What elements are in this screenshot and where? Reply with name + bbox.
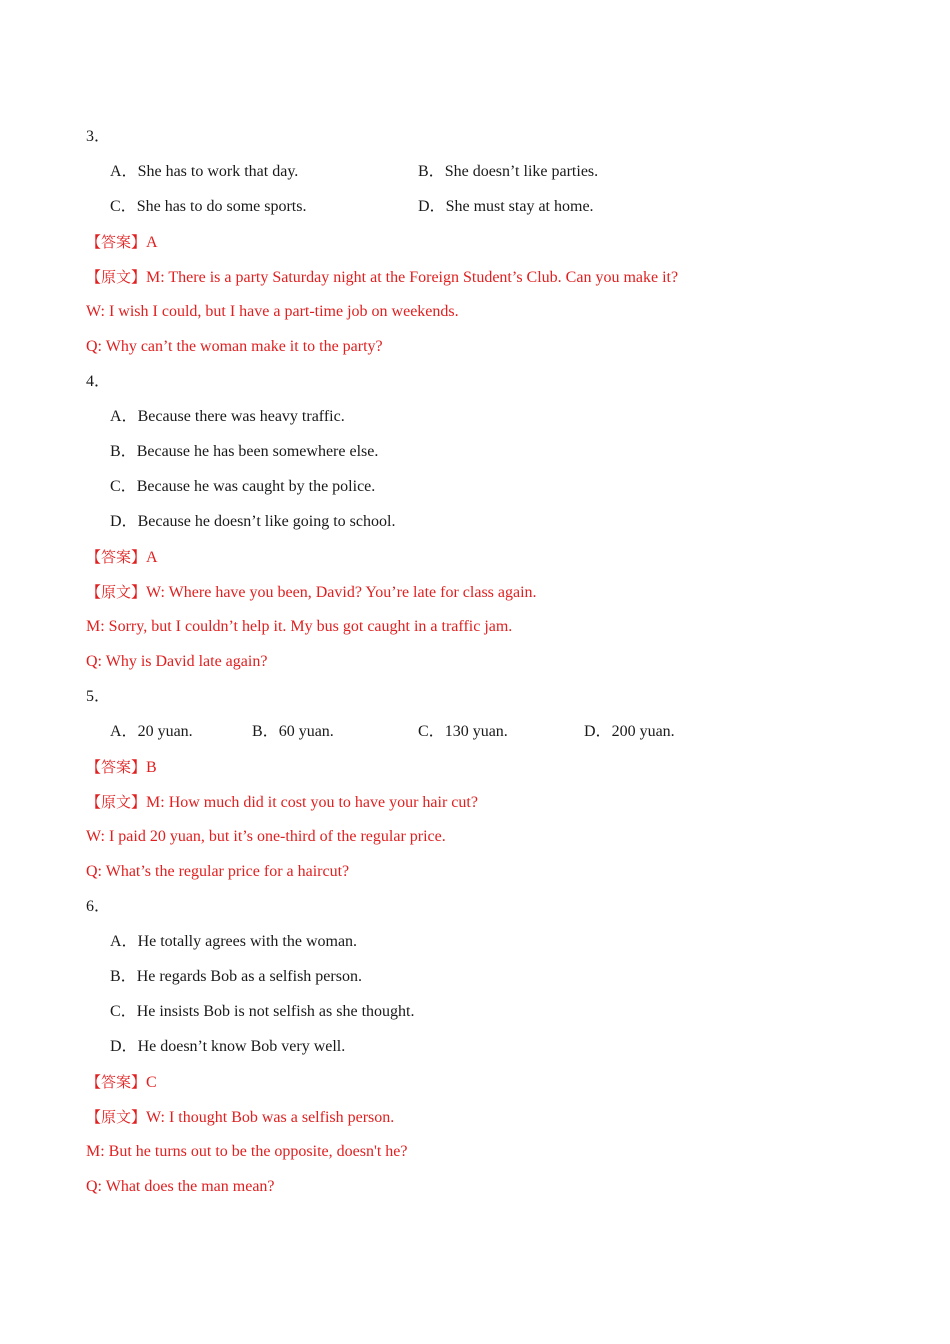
option-b: B．60 yuan.: [252, 723, 334, 740]
option-a: A．She has to work that day.: [110, 163, 299, 180]
transcript-line: 【原文】W: I thought Bob was a selfish person.: [86, 1108, 395, 1126]
option-a: A．He totally agrees with the woman.: [110, 933, 358, 950]
option-d: D．She must stay at home.: [418, 198, 594, 215]
answer-line: 【答案】B: [86, 758, 157, 776]
question-number: 4．: [86, 373, 111, 390]
transcript-question: Q: Why can’t the woman make it to the party?: [86, 338, 383, 355]
question-number: 5．: [86, 688, 111, 705]
option-c: C．Because he was caught by the police.: [110, 478, 376, 495]
transcript-line: W: I wish I could, but I have a part-time job on weekends.: [86, 303, 459, 320]
option-c: C．He insists Bob is not selfish as she thought.: [110, 1003, 415, 1020]
transcript-line: W: I paid 20 yuan, but it’s one-third of the regular price.: [86, 828, 446, 845]
transcript-line: M: But he turns out to be the opposite, doesn't he?: [86, 1143, 408, 1160]
transcript-line: M: Sorry, but I couldn’t help it. My bus got caught in a traffic jam.: [86, 618, 513, 635]
question-number: 3．: [86, 128, 111, 145]
transcript-line: 【原文】W: Where have you been, David? You’re late for class again.: [86, 583, 537, 601]
answer-line: 【答案】A: [86, 233, 158, 251]
answer-line: 【答案】A: [86, 548, 158, 566]
transcript-question: Q: What does the man mean?: [86, 1178, 275, 1195]
option-a: A．20 yuan.: [110, 723, 193, 740]
option-b: B．He regards Bob as a selfish person.: [110, 968, 362, 985]
option-c: C．She has to do some sports.: [110, 198, 307, 215]
option-a: A．Because there was heavy traffic.: [110, 408, 345, 425]
transcript-line: 【原文】M: How much did it cost you to have your hair cut?: [86, 793, 478, 811]
option-b: B．She doesn’t like parties.: [418, 163, 599, 180]
option-b: B．Because he has been somewhere else.: [110, 443, 379, 460]
option-d: D．He doesn’t know Bob very well.: [110, 1038, 346, 1055]
transcript-line: 【原文】M: There is a party Saturday night at the Foreign Student’s Club. Can you make it?: [86, 268, 679, 286]
question-number: 6．: [86, 898, 111, 915]
transcript-question: Q: Why is David late again?: [86, 653, 268, 670]
transcript-question: Q: What’s the regular price for a haircut?: [86, 863, 350, 880]
answer-line: 【答案】C: [86, 1073, 157, 1091]
option-c: C．130 yuan.: [418, 723, 508, 740]
option-d: D．Because he doesn’t like going to school.: [110, 513, 396, 530]
option-d: D．200 yuan.: [584, 723, 675, 740]
